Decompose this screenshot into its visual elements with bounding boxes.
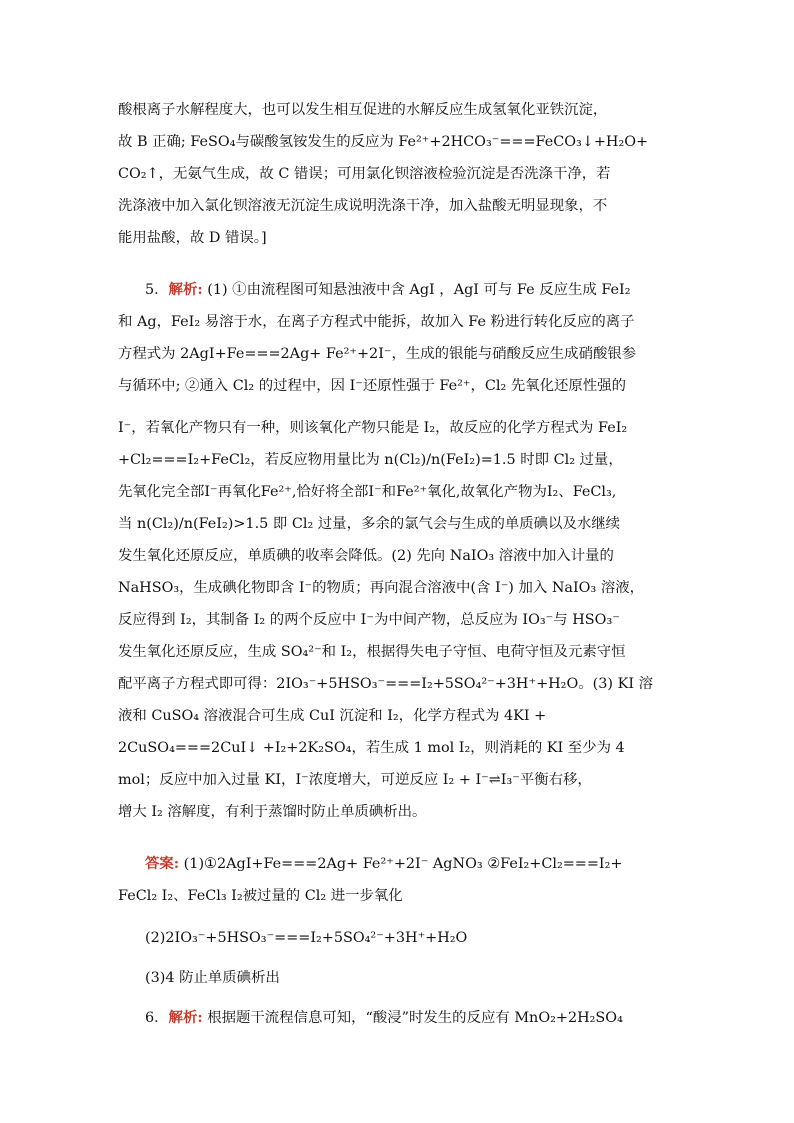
answer-first-line [118, 848, 678, 880]
text-line: 洗涤液中加入氯化钡溶液无沉淀生成说明洗涤干净，加入盐酸无明显现象，不 [118, 198, 608, 214]
text-line: +Cl₂===I₂+FeCl₂，若反应物用量比为 n(Cl₂)/n(FeI₂)=1.5 时即 Cl₂ 过量， [118, 452, 623, 468]
document-page [118, 94, 678, 1034]
text-span: 根据题干流程信息可知，“酸浸”时发生的反应有 MnO₂+2H₂SO₄ [202, 1010, 623, 1026]
text-line: NaHSO₃，生成碘化物即含 I⁻的物质；再向混合溶液中(含 I⁻) 加入 NaIO₃ 溶液， [118, 580, 644, 596]
analysis-label: 解析: [168, 281, 203, 298]
analysis-label: 解析: [168, 1009, 203, 1026]
text-line: 发生氧化还原反应，生成 SO₄²⁻和 I₂，根据得失电子守恒、电荷守恒及元素守恒 [118, 644, 626, 660]
text-line: (2)2IO₃⁻+5HSO₃⁻===I₂+5SO₄²⁻+3H⁺+H₂O [145, 930, 468, 946]
question-5-first-line [118, 274, 678, 306]
question-5-analysis [118, 274, 678, 828]
question-number: 5． [145, 282, 169, 298]
text-line: CO₂↑，无氨气生成，故 C 错误；可用氯化钡溶液检验沉淀是否洗涤干净，若 [118, 166, 611, 182]
text-line: 能用盐酸，故 D 错误。] [118, 230, 267, 246]
text-line: 反应得到 I₂，其制备 I₂ 的两个反应中 I⁻为中间产物，总反应为 IO₃⁻与 HSO₃⁻ [118, 612, 620, 628]
text-line: 当 n(Cl₂)/n(FeI₂)>1.5 即 Cl₂ 过量，多余的氯气会与生成的单质碘以及水继续 [118, 516, 621, 532]
text-line: 先氧化完全部I⁻再氧化Fe²⁺,恰好将全部I⁻和Fe²⁺氧化,故氧化产物为I₂、FeCl₃, [118, 484, 617, 500]
text-line: 故 B 正确; FeSO₄与碳酸氢铵发生的反应为 Fe²⁺+2HCO₃⁻===FeCO₃↓+H₂O+ [118, 134, 649, 150]
answer-label: 答案: [145, 855, 180, 872]
question-6-first-line [118, 1002, 678, 1034]
text-line: 与循环中; ②通入 Cl₂ 的过程中，因 I⁻还原性强于 Fe²⁺，Cl₂ 先氧化还原性强的 [118, 378, 626, 394]
text-line: 和 Ag，FeI₂ 易溶于水，在离子方程式中能拆，故加入 Fe 粉进行转化反应的离子 [118, 314, 635, 330]
question-number: 6． [145, 1010, 169, 1026]
text-line: (3)4 防止单质碘析出 [145, 970, 280, 986]
question-6-analysis [118, 1002, 678, 1034]
text-line: FeCl₂ I₂、FeCl₃ I₂被过量的 Cl₂ 进一步氧化 [118, 888, 403, 904]
text-line: 2CuSO₄===2CuI↓ +I₂+2K₂SO₄，若生成 1 mol I₂，则消耗的 KI 至少为 4 [118, 740, 625, 756]
text-line: 增大 I₂ 溶解度，有利于蒸馏时防止单质碘析出。 [118, 804, 427, 820]
text-span: (1)①2AgI+Fe===2Ag+ Fe²⁺+2I⁻ AgNO₃ ②FeI₂+Cl₂===I₂+ [179, 856, 623, 872]
text-line: 配平离子方程式即可得：2IO₃⁻+5HSO₃⁻===I₂+5SO₄²⁻+3H⁺+H₂O。(3) KI 溶 [118, 676, 653, 692]
text-line: mol；反应中加入过量 KI，I⁻浓度增大，可逆反应 I₂ + I⁻⇌I₃⁻平衡右移， [118, 772, 592, 788]
text-line: 方程式为 2AgI+Fe===2Ag+ Fe²⁺+2I⁻，生成的银能与硝酸反应生成硝酸银参 [118, 346, 637, 362]
text-line: I⁻，若氧化产物只有一种，则该氧化产物只能是 I₂，故反应的化学方程式为 FeI₂ [118, 420, 628, 436]
text-line: 发生氧化还原反应，单质碘的收率会降低。(2) 先向 NaIO₃ 溶液中加入计量的 [118, 548, 614, 564]
text-line: 液和 CuSO₄ 溶液混合可生成 CuI 沉淀和 I₂，化学方程式为 4KI + [118, 708, 547, 724]
text-line: 酸根离子水解程度大，也可以发生相互促进的水解反应生成氢氧化亚铁沉淀， [118, 102, 608, 118]
question-5-answer [118, 848, 678, 994]
text-span: (1) ①由流程图可知悬浊液中含 AgI ，AgI 可与 Fe 反应生成 FeI₂ [202, 282, 631, 298]
previous-answer-block [118, 94, 678, 254]
